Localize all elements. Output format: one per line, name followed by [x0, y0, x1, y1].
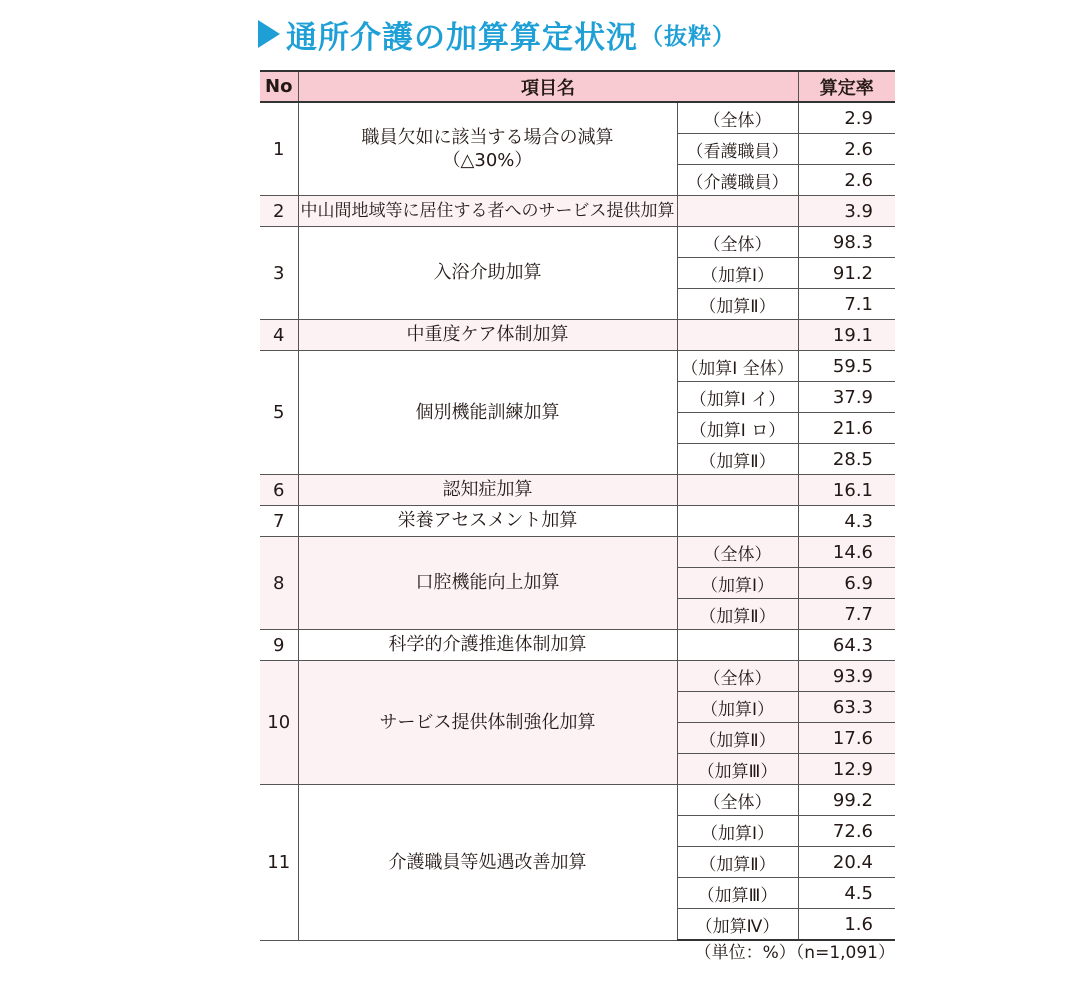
sub-item-label: （加算Ⅱ） — [677, 599, 798, 630]
rate-value: 37.9 — [798, 382, 895, 413]
row-number: 4 — [260, 320, 298, 351]
page-title — [258, 12, 736, 56]
sub-item-label: （加算Ⅲ） — [677, 878, 798, 909]
row-number: 6 — [260, 475, 298, 506]
item-name: 介護職員等処遇改善加算 — [298, 785, 677, 941]
table-header-row — [260, 71, 895, 102]
item-name: 中山間地域等に居住する者へのサービス提供加算 — [298, 196, 677, 227]
item-name: 職員欠如に該当する場合の減算 （△30%） — [298, 102, 677, 196]
table-row — [260, 661, 895, 692]
item-name: 中重度ケア体制加算 — [298, 320, 677, 351]
item-name: 栄養アセスメント加算 — [298, 506, 677, 537]
item-name: 入浴介助加算 — [298, 227, 677, 320]
rate-value: 4.5 — [798, 878, 895, 909]
sub-item-label — [677, 630, 798, 661]
rate-value: 63.3 — [798, 692, 895, 723]
rate-value: 7.1 — [798, 289, 895, 320]
row-number: 2 — [260, 196, 298, 227]
triangle-bullet-icon — [258, 20, 280, 48]
item-name: サービス提供体制強化加算 — [298, 661, 677, 785]
sub-item-label: （加算Ⅰ） — [677, 816, 798, 847]
title-main: 通所介護の加算算定状況 — [286, 19, 638, 56]
sub-item-label — [677, 196, 798, 227]
rate-value: 64.3 — [798, 630, 895, 661]
table-row — [260, 475, 895, 506]
sub-item-label: （加算Ⅱ） — [677, 847, 798, 878]
rate-value: 3.9 — [798, 196, 895, 227]
rate-value: 20.4 — [798, 847, 895, 878]
table-row — [260, 102, 895, 134]
sub-item-label: （全体） — [677, 102, 798, 134]
rate-value: 21.6 — [798, 413, 895, 444]
sub-item-label: （全体） — [677, 227, 798, 258]
row-number: 9 — [260, 630, 298, 661]
header-name: 項目名 — [298, 71, 798, 102]
rate-value: 1.6 — [798, 909, 895, 941]
sub-item-label: （加算Ⅰ） — [677, 258, 798, 289]
sub-item-label: （加算Ⅰ） — [677, 568, 798, 599]
row-number: 1 — [260, 102, 298, 196]
rate-value: 91.2 — [798, 258, 895, 289]
item-name: 個別機能訓練加算 — [298, 351, 677, 475]
sub-item-label: （全体） — [677, 661, 798, 692]
item-name: 口腔機能向上加算 — [298, 537, 677, 630]
table-row — [260, 785, 895, 816]
table-row — [260, 196, 895, 227]
rate-value: 12.9 — [798, 754, 895, 785]
rate-value: 59.5 — [798, 351, 895, 382]
table-row — [260, 537, 895, 568]
table-body — [260, 102, 895, 940]
sub-item-label: （全体） — [677, 537, 798, 568]
table-row — [260, 506, 895, 537]
rate-value: 17.6 — [798, 723, 895, 754]
sub-item-label: （介護職員） — [677, 165, 798, 196]
rate-value: 98.3 — [798, 227, 895, 258]
table-row — [260, 351, 895, 382]
row-number: 11 — [260, 785, 298, 941]
sub-item-label: （加算Ⅱ） — [677, 444, 798, 475]
sub-item-label — [677, 506, 798, 537]
row-number: 7 — [260, 506, 298, 537]
rate-value: 99.2 — [798, 785, 895, 816]
rate-value: 28.5 — [798, 444, 895, 475]
sub-item-label — [677, 320, 798, 351]
sub-item-label: （加算Ⅰ 全体） — [677, 351, 798, 382]
sub-item-label: （加算Ⅰ イ） — [677, 382, 798, 413]
header-no: No — [260, 71, 298, 102]
item-name: 認知症加算 — [298, 475, 677, 506]
header-rate: 算定率 — [798, 71, 895, 102]
row-number: 10 — [260, 661, 298, 785]
rate-value: 2.9 — [798, 102, 895, 134]
sub-item-label: （加算Ⅳ） — [677, 909, 798, 941]
sub-item-label: （加算Ⅰ ロ） — [677, 413, 798, 444]
rate-value: 7.7 — [798, 599, 895, 630]
sub-item-label: （加算Ⅰ） — [677, 692, 798, 723]
sub-item-label: （加算Ⅱ） — [677, 289, 798, 320]
sub-item-label: （加算Ⅲ） — [677, 754, 798, 785]
title-sub: （抜粋） — [640, 23, 736, 50]
item-name: 科学的介護推進体制加算 — [298, 630, 677, 661]
sub-item-label: （看護職員） — [677, 134, 798, 165]
sub-item-label: （全体） — [677, 785, 798, 816]
row-number: 3 — [260, 227, 298, 320]
rate-value: 6.9 — [798, 568, 895, 599]
rate-value: 2.6 — [798, 165, 895, 196]
unit-note: （単位：%）（n=1,091） — [694, 943, 895, 963]
kasan-table — [260, 70, 895, 941]
rate-value: 72.6 — [798, 816, 895, 847]
rate-value: 16.1 — [798, 475, 895, 506]
table-row — [260, 630, 895, 661]
table-row — [260, 320, 895, 351]
sub-item-label — [677, 475, 798, 506]
sub-item-label: （加算Ⅱ） — [677, 723, 798, 754]
row-number: 8 — [260, 537, 298, 630]
rate-value: 4.3 — [798, 506, 895, 537]
rate-value: 2.6 — [798, 134, 895, 165]
table-row — [260, 227, 895, 258]
rate-value: 14.6 — [798, 537, 895, 568]
rate-value: 93.9 — [798, 661, 895, 692]
rate-value: 19.1 — [798, 320, 895, 351]
row-number: 5 — [260, 351, 298, 475]
